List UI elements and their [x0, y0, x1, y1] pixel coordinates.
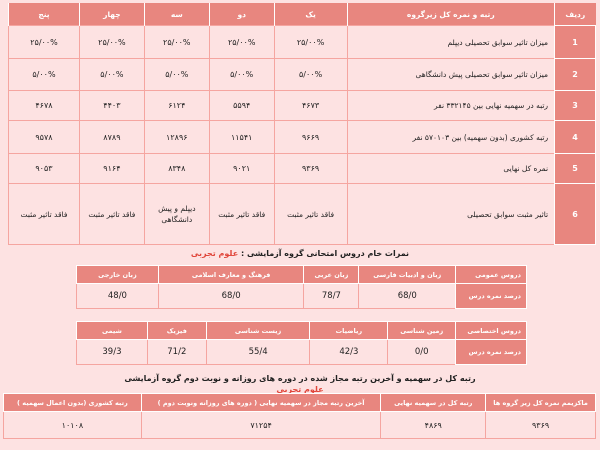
- subject-score: 78/7: [304, 284, 359, 309]
- cell-value: ۸۳۴۸: [144, 154, 209, 184]
- general-subjects-table: [76, 265, 527, 309]
- cell-value: فاقد تاثیر مثبت: [9, 184, 80, 245]
- row-label: رتبه کشوری (بدون سهمیه) بین ۵۷۰۱۰۳ نفر: [347, 121, 555, 154]
- subject-header: زبان و ادبیات فارسی: [359, 266, 456, 284]
- cell-value: ۵۵۹۴: [209, 91, 274, 121]
- subject-header: زیست شناسی: [206, 322, 310, 340]
- header-row-number: ردیف: [555, 3, 596, 26]
- specialized-side-header: دروس اختصاصی: [456, 322, 527, 340]
- cell-value: ۹۶۶۹: [274, 121, 347, 154]
- subject-header: زمین شناسی: [388, 322, 456, 340]
- specialized-subjects-table: [76, 321, 527, 365]
- table-row: [9, 121, 596, 154]
- subject-score: 71/2: [147, 340, 206, 365]
- cell-value: فاقد تاثیر مثبت: [79, 184, 144, 245]
- row-number: 6: [555, 184, 596, 245]
- results-header-row: [9, 3, 596, 26]
- subject-score: 42/3: [310, 340, 388, 365]
- subject-header: شیمی: [77, 322, 148, 340]
- cell-value: ۹۰۵۳: [9, 154, 80, 184]
- table-row: [9, 184, 596, 245]
- header-group-4: چهار: [79, 3, 144, 26]
- cell-value: ۲۵/۰۰%: [9, 26, 80, 59]
- table-row: [9, 26, 596, 59]
- subject-header: زبان عربی: [304, 266, 359, 284]
- rank-title: [0, 373, 600, 395]
- rank-title-highlight: علوم تجربی: [276, 385, 324, 394]
- row-number: 3: [555, 91, 596, 121]
- specialized-side-label: درصد نمره درس: [456, 340, 527, 365]
- subject-header: فرهنگ و معارف اسلامی: [158, 266, 304, 284]
- cell-value: فاقد تاثیر مثبت: [209, 184, 274, 245]
- row-number: 1: [555, 26, 596, 59]
- scores-title: [0, 249, 600, 258]
- cell-value: ۵/۰۰%: [9, 59, 80, 91]
- scores-title-text: نمرات خام دروس امتحانی گروه آزمایشی :: [240, 249, 410, 258]
- cell-value: ۹۰۲۱: [209, 154, 274, 184]
- row-number: 5: [555, 154, 596, 184]
- subject-header: فیزیک: [147, 322, 206, 340]
- cell-value: ۹۵۷۸: [9, 121, 80, 154]
- row-number: 2: [555, 59, 596, 91]
- cell-value: فاقد تاثیر مثبت: [274, 184, 347, 245]
- cell-value: ۲۵/۰۰%: [79, 26, 144, 59]
- rank-value: ۱۰۱۰۸: [4, 412, 142, 439]
- table-row: [9, 59, 596, 91]
- row-label: میزان تاثیر سوابق تحصیلی دیپلم: [347, 26, 555, 59]
- row-label: تاثیر مثبت سوابق تحصیلی: [347, 184, 555, 245]
- cell-value: دیپلم و پیش دانشگاهی: [144, 184, 209, 245]
- subject-header: ریاضیات: [310, 322, 388, 340]
- header-group-1: یک: [274, 3, 347, 26]
- cell-value: ۱۲۸۹۶: [144, 121, 209, 154]
- cell-value: ۵/۰۰%: [144, 59, 209, 91]
- cell-value: ۶۱۲۴: [144, 91, 209, 121]
- cell-value: ۲۵/۰۰%: [274, 26, 347, 59]
- subject-score: 48/0: [77, 284, 159, 309]
- cell-value: ۴۴۰۳: [79, 91, 144, 121]
- header-group-5: پنج: [9, 3, 80, 26]
- header-group-3: سه: [144, 3, 209, 26]
- row-number: 4: [555, 121, 596, 154]
- cell-value: ۹۱۶۴: [79, 154, 144, 184]
- cell-value: ۴۶۷۳: [274, 91, 347, 121]
- rank-header: رتبه کل در سهمیه نهایی: [381, 394, 486, 412]
- subject-score: 55/4: [206, 340, 310, 365]
- table-row: [9, 154, 596, 184]
- cell-value: ۸۷۸۹: [79, 121, 144, 154]
- cell-value: ۲۵/۰۰%: [209, 26, 274, 59]
- subject-score: 68/0: [359, 284, 456, 309]
- cell-value: ۲۵/۰۰%: [144, 26, 209, 59]
- cell-value: ۵/۰۰%: [274, 59, 347, 91]
- rank-header: ماکزیمم نمره کل زیر گروه ها: [486, 394, 596, 412]
- cell-value: ۵/۰۰%: [209, 59, 274, 91]
- rank-header: رتبه کشوری (بدون اعمال سهمیه ): [4, 394, 142, 412]
- header-subgroup-label: رتبه و نمره کل زیرگروه: [347, 3, 555, 26]
- header-group-2: دو: [209, 3, 274, 26]
- cell-value: ۹۳۶۹: [274, 154, 347, 184]
- rank-value: ۹۳۶۹: [486, 412, 596, 439]
- rank-value: ۷۱۲۵۴: [141, 412, 381, 439]
- rank-title-text: رتبه کل در سهمیه و آخرین رتبه مجاز شده در دوره های روزانه و نوبت دوم گروه آزمایشی: [124, 374, 476, 383]
- subject-score: 68/0: [158, 284, 304, 309]
- table-row: [9, 91, 596, 121]
- cell-value: ۴۶۷۸: [9, 91, 80, 121]
- row-label: میزان تاثیر سوابق تحصیلی پیش دانشگاهی: [347, 59, 555, 91]
- subject-header: زبان خارجی: [77, 266, 159, 284]
- rank-header: آخرین رتبه مجاز در سهمیه نهایی ( دوره های روزانه ونوبت دوم ): [141, 394, 381, 412]
- row-label: نمره کل نهایی: [347, 154, 555, 184]
- subject-score: 0/0: [388, 340, 456, 365]
- scores-title-highlight: علوم تجربی: [190, 249, 239, 258]
- subject-score: 39/3: [77, 340, 148, 365]
- row-label: رتبه در سهمیه نهایی بین ۳۳۲۱۴۵ نفر: [347, 91, 555, 121]
- rank-value: ۴۸۶۹: [381, 412, 486, 439]
- general-side-header: دروس عمومی: [456, 266, 527, 284]
- rank-table: [3, 393, 596, 439]
- cell-value: ۱۱۵۴۱: [209, 121, 274, 154]
- cell-value: ۵/۰۰%: [79, 59, 144, 91]
- general-side-label: درصد نمره درس: [456, 284, 527, 309]
- results-table: [8, 3, 596, 245]
